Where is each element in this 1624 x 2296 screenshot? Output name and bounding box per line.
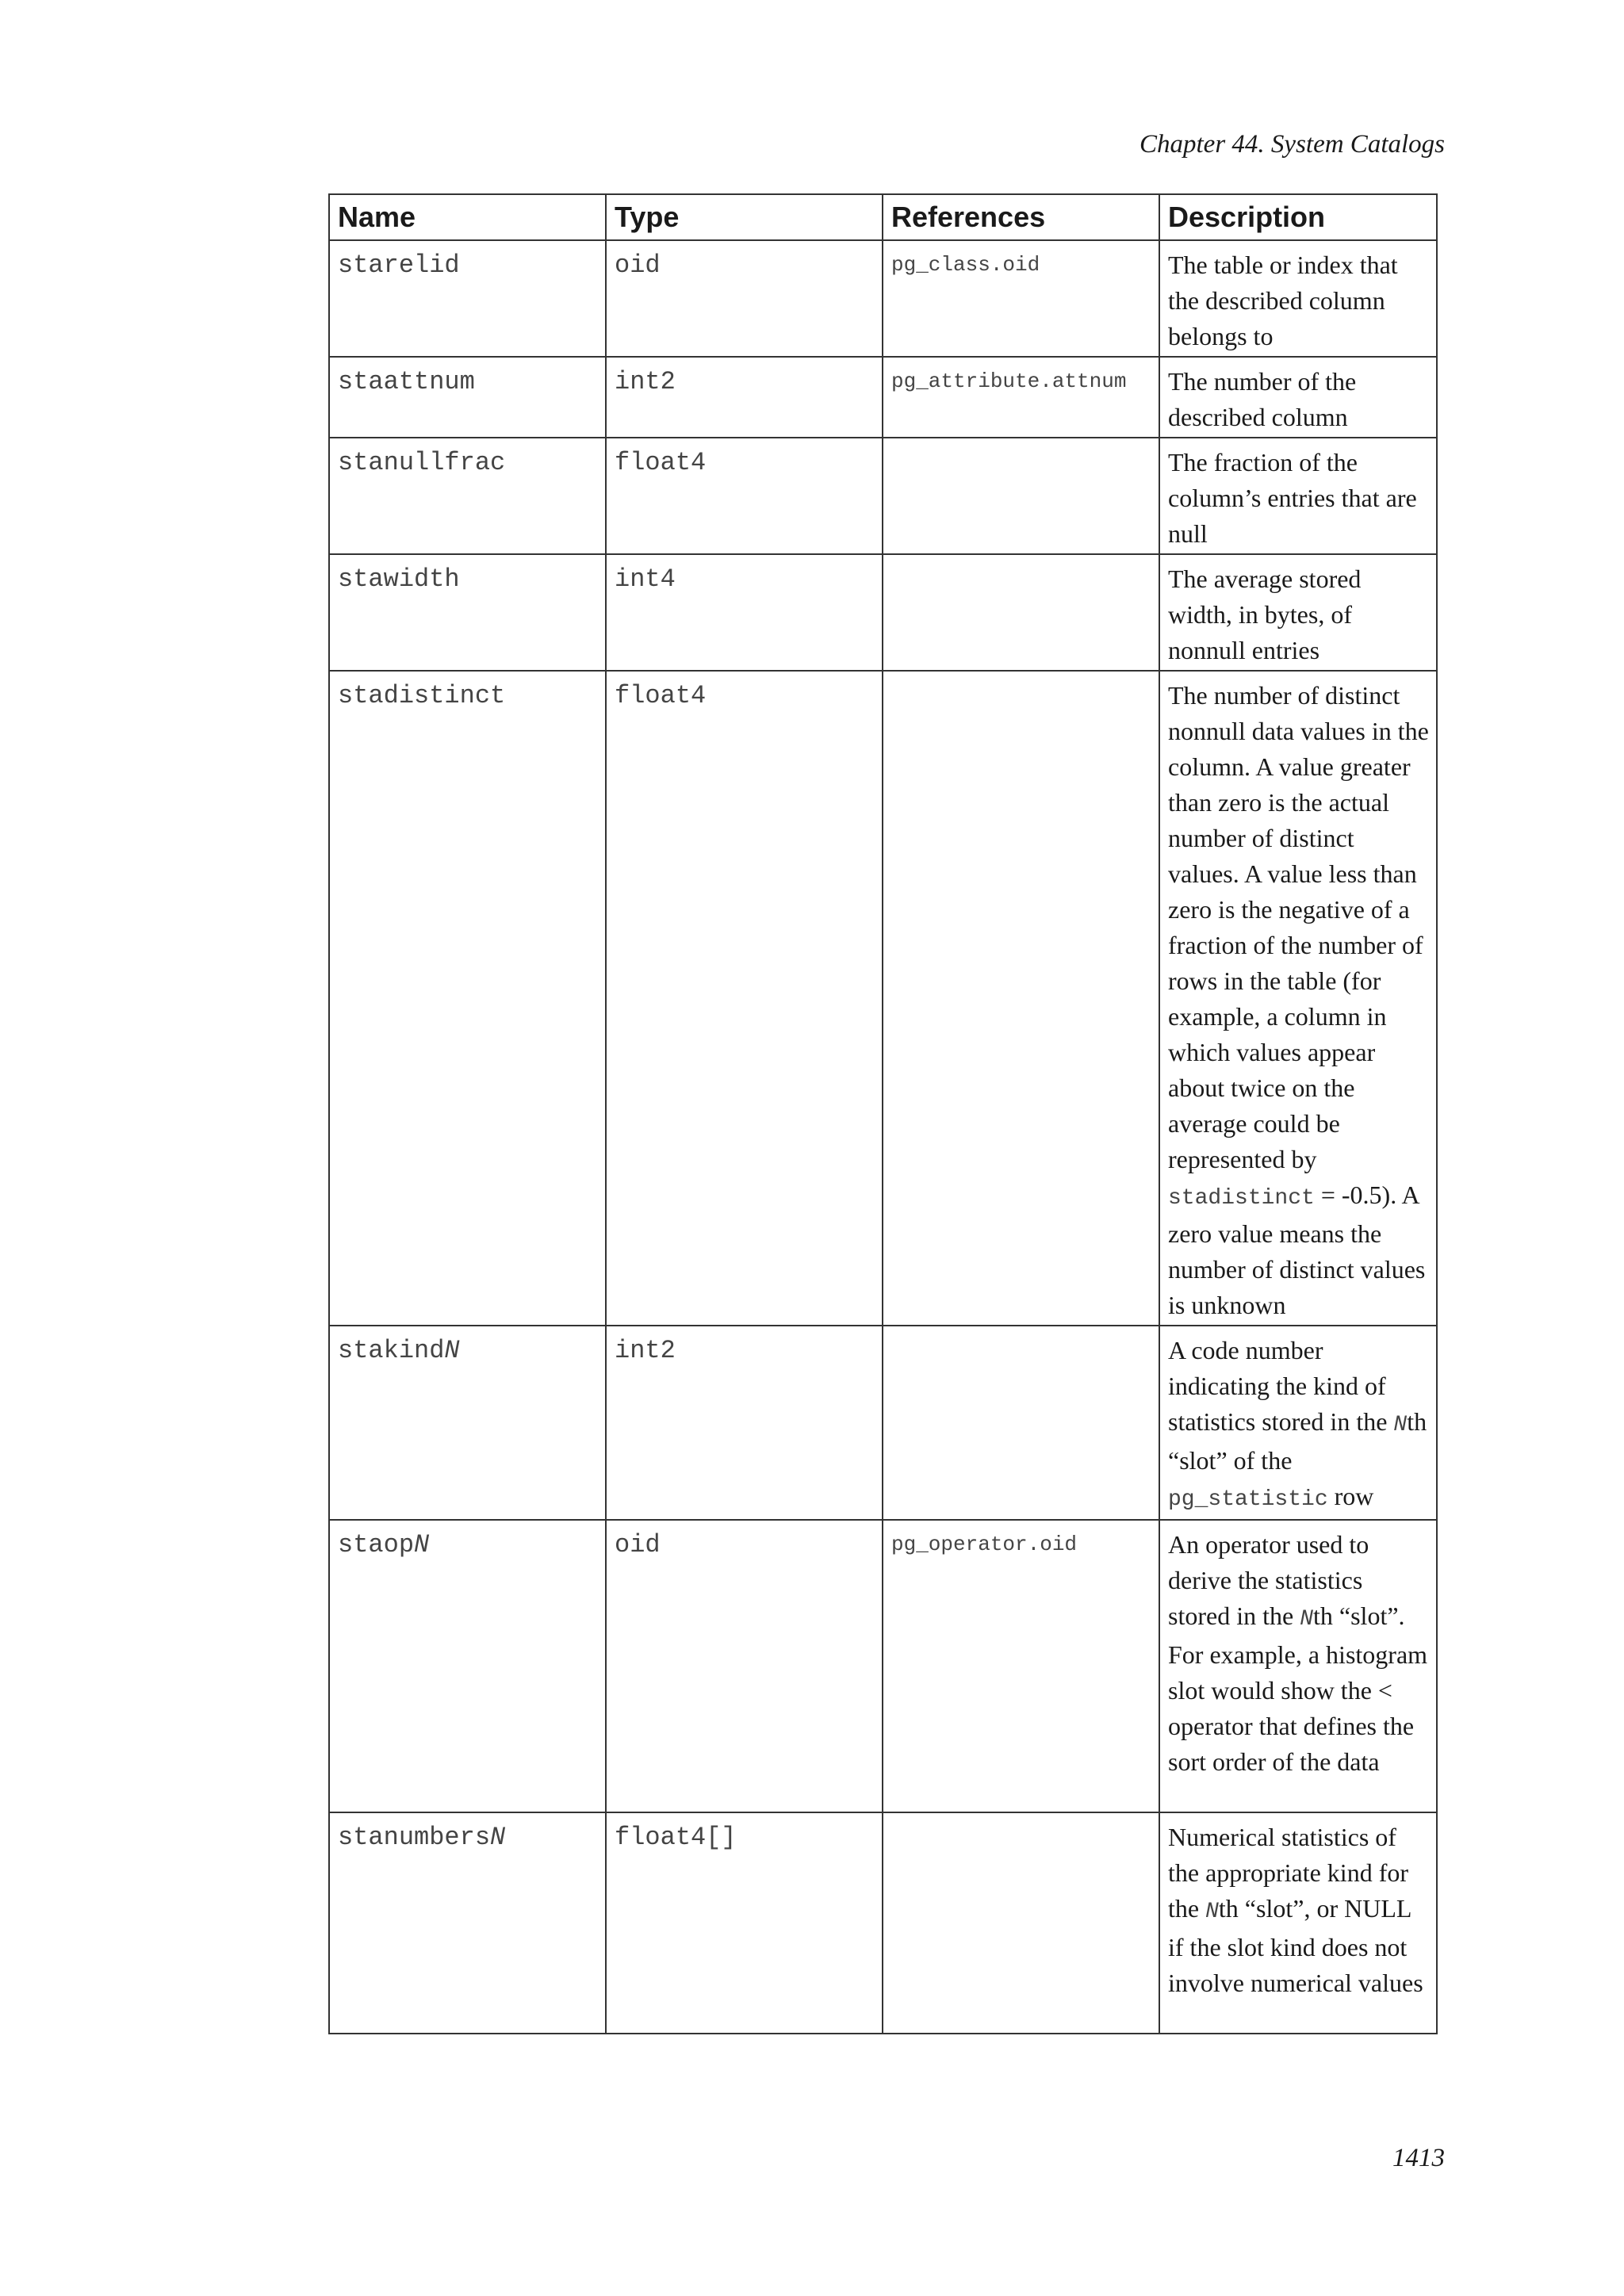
name-prefix: stanumbers xyxy=(338,1823,491,1852)
cell-type: int4 xyxy=(606,554,883,671)
cell-type: float4 xyxy=(606,438,883,554)
cell-description xyxy=(1159,1326,1437,1520)
cell-name: stadistinct xyxy=(329,671,606,1326)
pg-statistic-columns-table xyxy=(328,193,1438,2034)
cell-description: The number of the described column xyxy=(1159,357,1437,438)
name-variable: N xyxy=(444,1336,460,1365)
cell-name: stanullfrac xyxy=(329,438,606,554)
cell-description: The average stored width, in bytes, of nonnull entries xyxy=(1159,554,1437,671)
description-text: th “slot”. For example, a histogram slot would show the < operator that defines the sort order of the data xyxy=(1168,1601,1428,1776)
name-prefix: staop xyxy=(338,1530,415,1559)
column-header-references: References xyxy=(883,194,1159,240)
table-row xyxy=(329,240,1437,357)
table-row xyxy=(329,671,1437,1326)
cell-type: oid xyxy=(606,240,883,357)
description-text: Numerical statistics of the appropriate kind for the xyxy=(1168,1823,1408,1923)
cell-type: oid xyxy=(606,1520,883,1812)
column-header-description: Description xyxy=(1159,194,1437,240)
cell-type: float4[] xyxy=(606,1812,883,2034)
column-header-name: Name xyxy=(329,194,606,240)
table-row xyxy=(329,438,1437,554)
cell-name xyxy=(329,1520,606,1812)
cell-name xyxy=(329,1812,606,2034)
description-text: row xyxy=(1334,1482,1374,1510)
cell-type: int2 xyxy=(606,357,883,438)
name-variable: N xyxy=(414,1530,430,1559)
description-text: th “slot” of the xyxy=(1168,1407,1427,1475)
inline-variable-n: N xyxy=(1300,1607,1313,1632)
inline-variable-n: N xyxy=(1205,1900,1219,1924)
page-number: 1413 xyxy=(1392,2144,1445,2172)
cell-description: The table or index that the described column belongs to xyxy=(1159,240,1437,357)
running-header-chapter-title: Chapter 44. System Catalogs xyxy=(1139,130,1445,159)
cell-references xyxy=(883,438,1159,554)
cell-description xyxy=(1159,1812,1437,2034)
cell-name: starelid xyxy=(329,240,606,357)
cell-references: pg_attribute.attnum xyxy=(883,357,1159,438)
table-row xyxy=(329,554,1437,671)
table-row xyxy=(329,1812,1437,2034)
name-variable: N xyxy=(490,1823,506,1852)
inline-variable-n: N xyxy=(1393,1413,1408,1437)
cell-references: pg_operator.oid xyxy=(883,1520,1159,1812)
table-row xyxy=(329,357,1437,438)
cell-description: The fraction of the column’s entries that are null xyxy=(1159,438,1437,554)
cell-references xyxy=(883,1326,1159,1520)
name-prefix: stakind xyxy=(338,1336,445,1365)
table-row xyxy=(329,1520,1437,1812)
cell-type: int2 xyxy=(606,1326,883,1520)
cell-name xyxy=(329,1326,606,1520)
cell-references xyxy=(883,671,1159,1326)
cell-name: stawidth xyxy=(329,554,606,671)
inline-code-pg-statistic: pg_statistic xyxy=(1168,1487,1328,1512)
cell-description xyxy=(1159,671,1437,1326)
column-header-type: Type xyxy=(606,194,883,240)
description-text: The number of distinct nonnull data values in the column. A value greater than zero is the actual number of distinct values. A value less than zero is the negative of a fraction of the number of rows in the table (for example, a column in which values appear about twice on the average could be represented by xyxy=(1168,681,1429,1173)
cell-references: pg_class.oid xyxy=(883,240,1159,357)
description-text: th “slot”, or NULL if the slot kind does not involve numerical values xyxy=(1168,1894,1423,1997)
cell-name: staattnum xyxy=(329,357,606,438)
table-header-row xyxy=(329,194,1437,240)
cell-type: float4 xyxy=(606,671,883,1326)
description-text: An operator used to derive the statistics stored in the xyxy=(1168,1530,1369,1630)
cell-references xyxy=(883,554,1159,671)
description-text: A code number indicating the kind of statistics stored in the xyxy=(1168,1336,1388,1436)
cell-description xyxy=(1159,1520,1437,1812)
inline-code-stadistinct: stadistinct xyxy=(1168,1186,1315,1211)
cell-references xyxy=(883,1812,1159,2034)
table-row xyxy=(329,1326,1437,1520)
description-text: = -0.5). A zero value means the number of distinct values is unknown xyxy=(1168,1181,1426,1319)
